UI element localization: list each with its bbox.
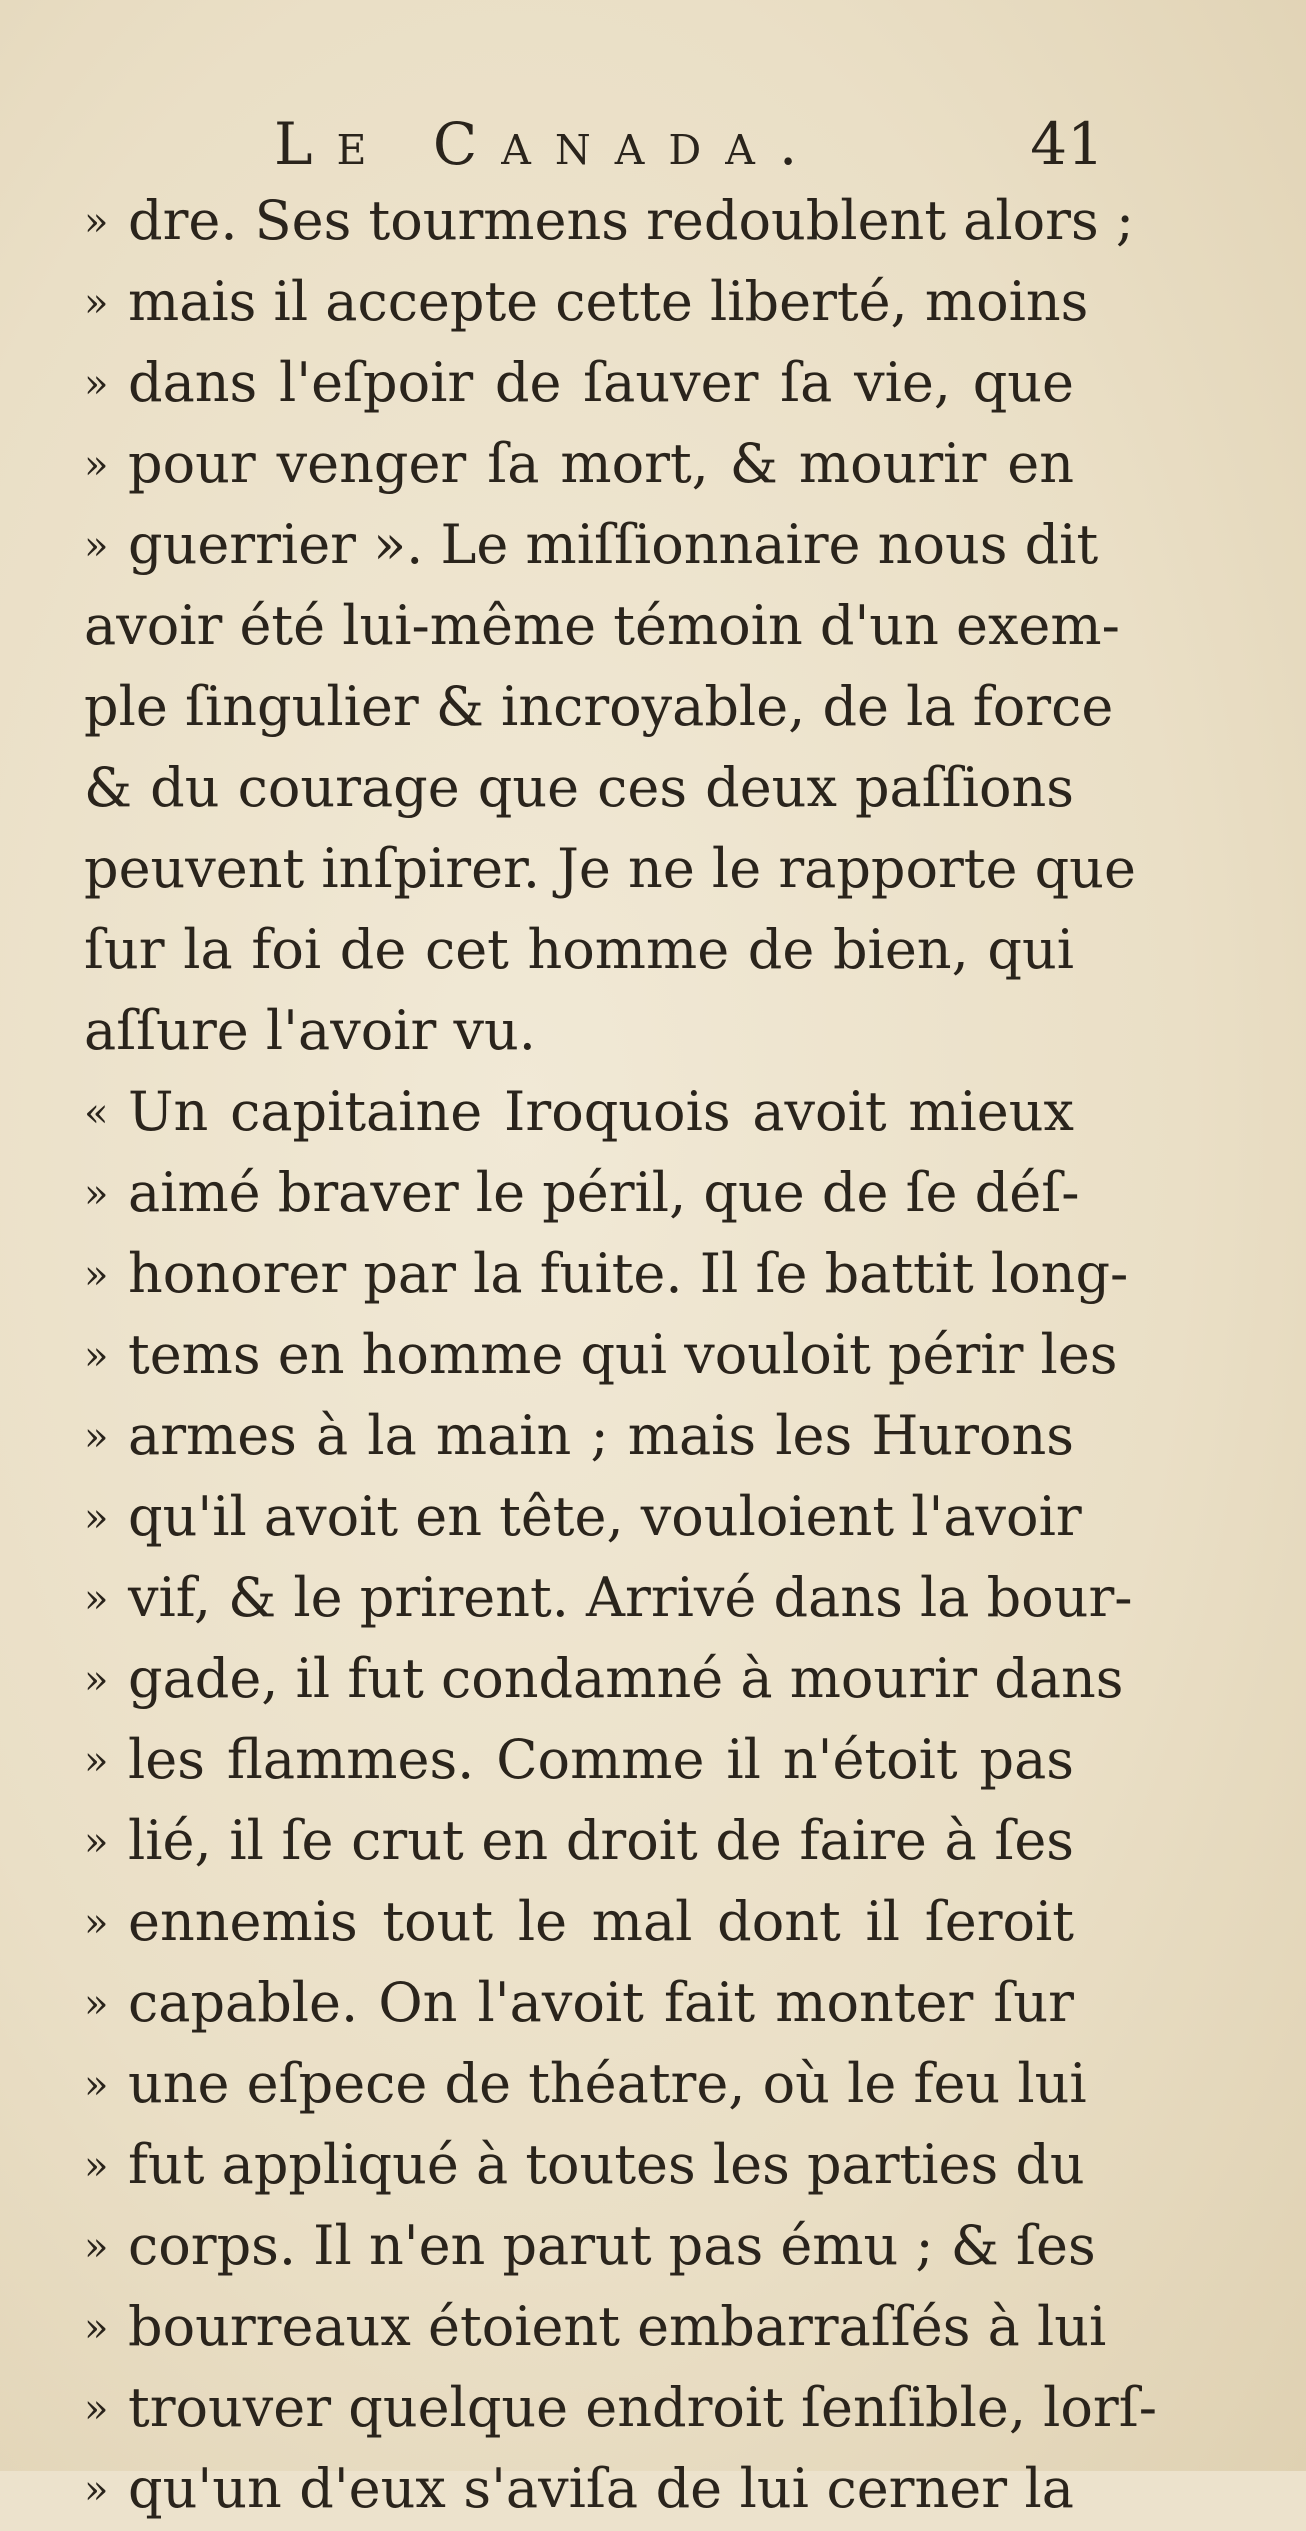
quote-mark: « — [84, 1090, 109, 1136]
line-text: ſur la foi de cet homme de bien, qui — [84, 918, 1074, 981]
text-line — [84, 1962, 1074, 2043]
running-head: Le Canada. — [274, 110, 822, 178]
text-line — [84, 1233, 1129, 1314]
quote-mark: » — [84, 1981, 109, 2027]
page-number: 41 — [1030, 110, 1104, 178]
line-text: Un capitaine Iroquois avoit mieux — [128, 1080, 1074, 1143]
quote-mark: » — [84, 1576, 109, 1622]
line-text: ple ſingulier & incroyable, de la force — [84, 675, 1114, 738]
quote-mark: » — [84, 523, 109, 569]
text-line — [84, 342, 1074, 423]
text-line — [84, 1557, 1133, 1638]
page-header — [84, 108, 1104, 178]
line-text: les flammes. Comme il n'étoit pas — [128, 1728, 1074, 1791]
line-text: une eſpece de théatre, où le feu lui — [128, 2052, 1087, 2115]
quote-mark: » — [84, 2062, 109, 2108]
line-text: bourreaux étoient embarraſſés à lui — [128, 2295, 1107, 2358]
text-line — [84, 2367, 1157, 2448]
line-text: ennemis tout le mal dont il ſeroit — [128, 1890, 1074, 1953]
line-text: lié, il ſe crut en droit de faire à ſes — [128, 1809, 1074, 1872]
text-line — [84, 1152, 1080, 1233]
text-line — [84, 2205, 1096, 2286]
quote-mark: » — [84, 2224, 109, 2270]
line-text: armes à la main ; mais les Hurons — [128, 1404, 1074, 1467]
line-text: avoir été lui-même témoin d'un exem- — [84, 594, 1120, 657]
line-text: dre. Ses tourmens redoublent alors ; — [128, 189, 1135, 252]
quote-mark: » — [84, 361, 109, 407]
line-text: capable. On l'avoit fait monter ſur — [128, 1971, 1074, 2034]
quote-mark: » — [84, 442, 109, 488]
quote-mark: » — [84, 1171, 109, 1217]
text-line — [84, 990, 1074, 1071]
text-line — [84, 1071, 1074, 1152]
quote-mark: » — [84, 1900, 109, 1946]
quote-mark: » — [84, 1252, 109, 1298]
quote-mark: » — [84, 1414, 109, 1460]
line-text: gade, il fut condamné à mourir dans — [128, 1647, 1124, 1710]
quote-mark: » — [84, 1657, 109, 1703]
quote-mark: » — [84, 280, 109, 326]
line-text: & du courage que ces deux paſſions — [84, 756, 1074, 819]
line-text: fut appliqué à toutes les parties du — [128, 2133, 1085, 2196]
text-line — [84, 1476, 1082, 1557]
text-line — [84, 2286, 1107, 2367]
line-text: aſſure l'avoir vu. — [84, 999, 536, 1062]
line-text: mais il accepte cette liberté, moins — [128, 270, 1089, 333]
text-line — [84, 585, 1120, 666]
text-line — [84, 261, 1089, 342]
line-text: corps. Il n'en parut pas ému ; & ſes — [128, 2214, 1096, 2277]
text-line — [84, 909, 1074, 990]
line-text: aimé braver le péril, que de ſe déſ- — [128, 1161, 1080, 1224]
quote-mark: » — [84, 2386, 109, 2432]
text-line — [84, 828, 1136, 909]
quote-mark: » — [84, 1495, 109, 1541]
line-text: honorer par la fuite. Il ſe battit long- — [128, 1242, 1129, 1305]
line-text: vif, & le prirent. Arrivé dans la bour- — [128, 1566, 1133, 1629]
text-line — [84, 666, 1114, 747]
quote-mark: » — [84, 1333, 109, 1379]
text-line — [84, 423, 1074, 504]
body-text — [84, 180, 1157, 2529]
text-line — [84, 2124, 1085, 2205]
quote-mark: » — [84, 2467, 109, 2513]
text-line — [84, 1719, 1074, 1800]
quote-mark: » — [84, 1738, 109, 1784]
text-line — [84, 747, 1074, 828]
quote-mark: » — [84, 199, 109, 245]
line-text: qu'il avoit en tête, vouloient l'avoir — [128, 1485, 1082, 1548]
line-text: peuvent inſpirer. Je ne le rapporte que — [84, 837, 1136, 900]
quote-mark: » — [84, 1819, 109, 1865]
text-line — [84, 180, 1135, 261]
text-line — [84, 2448, 1074, 2529]
text-line — [84, 2043, 1087, 2124]
text-line — [84, 1881, 1074, 1962]
line-text: dans l'eſpoir de ſauver ſa vie, que — [128, 351, 1074, 414]
quote-mark: » — [84, 2305, 109, 2351]
line-text: trouver quelque endroit ſenſible, lorſ- — [128, 2376, 1157, 2439]
line-text: tems en homme qui vouloit périr les — [128, 1323, 1118, 1386]
text-line — [84, 1314, 1118, 1395]
line-text: qu'un d'eux s'aviſa de lui cerner la — [128, 2457, 1074, 2520]
line-text: pour venger ſa mort, & mourir en — [128, 432, 1074, 495]
line-text: guerrier ». Le miſſionnaire nous dit — [128, 513, 1099, 576]
text-line — [84, 504, 1099, 585]
text-line — [84, 1800, 1074, 1881]
text-line — [84, 1395, 1074, 1476]
quote-mark: » — [84, 2143, 109, 2189]
text-line — [84, 1638, 1124, 1719]
